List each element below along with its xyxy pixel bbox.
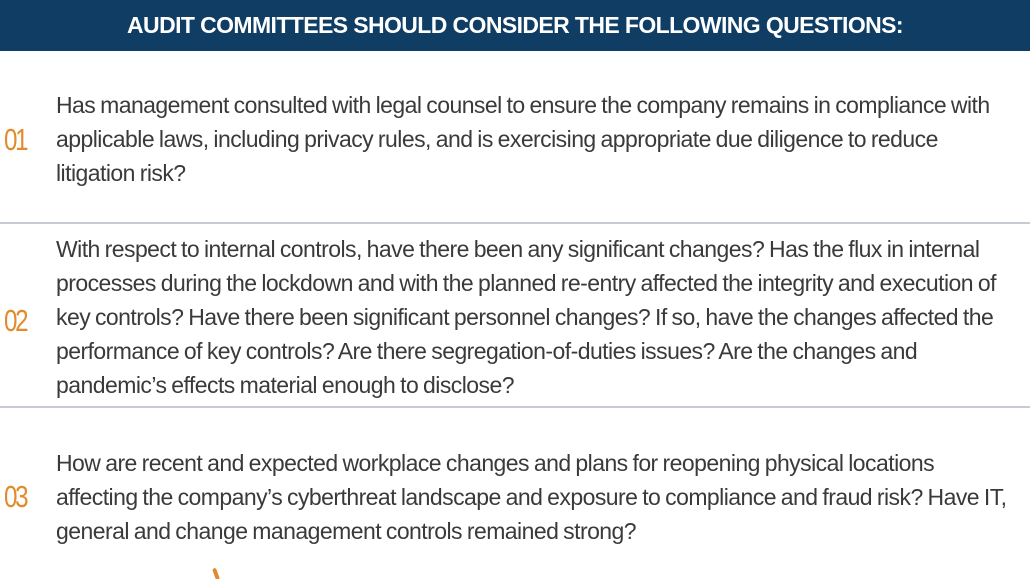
page-title-banner — [0, 0, 1030, 51]
page-title: AUDIT COMMITTEES SHOULD CONSIDER THE FOLLOWING QUESTIONS: — [127, 12, 903, 38]
decorative-accent-mark — [212, 568, 220, 579]
question-text: How are recent and expected workplace changes and plans for reopening physical locations affecting the company’s cyberthreat landscape and exposure to compliance and fraud risk? Have IT, general and change management controls remained strong? — [56, 450, 1007, 544]
question-divider — [0, 406, 1030, 408]
question-number: 02 — [4, 303, 27, 338]
question-divider — [0, 222, 1030, 224]
question-text: Has management consulted with legal counsel to ensure the company remains in compliance with applicable laws, including privacy rules, and is exercising appropriate due diligence to reduce litigation risk? — [56, 92, 990, 186]
question-number: 03 — [4, 479, 27, 514]
question-number: 01 — [4, 122, 27, 157]
question-text: With respect to internal controls, have there been any significant changes? Has the flux in internal processes during the lockdown and with the planned re-entry affected the integrity and execution of key controls? Have there been significant personnel changes? If so, have the changes affected the performance of key controls? Are there segregation-of-duties issues? Are the changes and pandemic’s effects material enough to disclose? — [56, 236, 996, 398]
